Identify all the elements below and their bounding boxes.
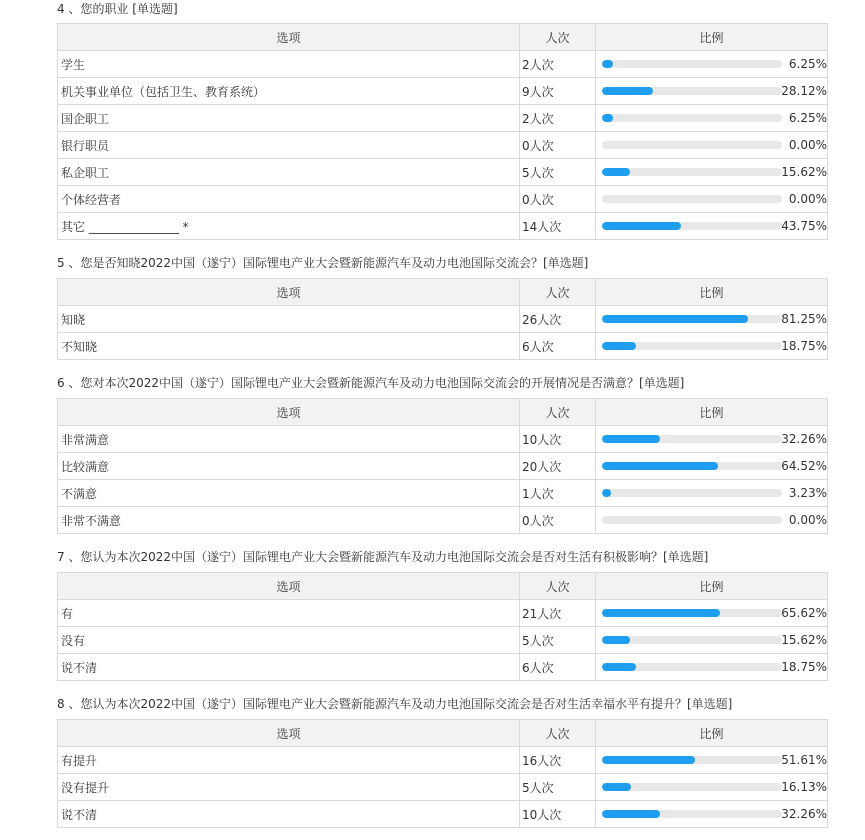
progress-bar-fill [602,114,613,122]
progress-bar-track [602,462,782,470]
result-table [57,398,828,534]
option-label: 国企职工 [58,105,520,132]
progress-bar-track [602,342,782,350]
count-value: 6人次 [520,333,596,360]
table-row [58,480,828,507]
option-label: 知晓 [58,306,520,333]
progress-bar-fill [602,810,660,818]
progress-bar-track [602,609,782,617]
question-title: 7 、您认为本次2022中国（遂宁）国际锂电产业大会暨新能源汽车及动力电池国际交流会是否对生活有积极影响？[单选题] [57,550,709,564]
percent-value: 0.00% [788,513,827,527]
table-row [58,774,828,801]
header-count: 人次 [520,720,596,747]
count-value: 10人次 [520,801,596,828]
ratio-cell [596,333,828,360]
option-label: 比较满意 [58,453,520,480]
count-value: 21人次 [520,600,596,627]
ratio-cell [596,654,828,681]
option-label: 非常满意 [58,426,520,453]
table-row [58,747,828,774]
table-row [58,132,828,159]
option-label: 银行职员 [58,132,520,159]
count-value: 5人次 [520,627,596,654]
ratio-cell [596,480,828,507]
percent-value: 18.75% [781,339,827,353]
progress-bar-fill [602,315,748,323]
ratio-cell [596,426,828,453]
count-value: 0人次 [520,186,596,213]
progress-bar-fill [602,87,653,95]
option-label: 不满意 [58,480,520,507]
percent-value: 28.12% [781,84,827,98]
progress-bar-fill [602,783,631,791]
progress-bar-fill [602,609,720,617]
count-value: 26人次 [520,306,596,333]
progress-bar-track [602,756,782,764]
percent-value: 32.26% [781,432,827,446]
percent-value: 43.75% [781,219,827,233]
progress-bar-track [602,114,782,122]
table-row [58,51,828,78]
question-title: 8 、您认为本次2022中国（遂宁）国际锂电产业大会暨新能源汽车及动力电池国际交流会是否对生活幸福水平有提升？[单选题] [57,697,733,711]
table-row [58,213,828,240]
progress-bar-track [602,195,782,203]
percent-value: 18.75% [781,660,827,674]
ratio-cell [596,51,828,78]
table-row [58,105,828,132]
count-value: 0人次 [520,507,596,534]
table-header-row [58,573,828,600]
option-label: 没有提升 [58,774,520,801]
table-row [58,801,828,828]
table-row [58,78,828,105]
ratio-cell [596,600,828,627]
table-row [58,600,828,627]
table-row [58,159,828,186]
progress-bar-fill [602,663,636,671]
option-label: 个体经营者 [58,186,520,213]
ratio-cell [596,774,828,801]
header-ratio: 比例 [596,720,828,747]
header-count: 人次 [520,573,596,600]
percent-value: 51.61% [781,753,827,767]
ratio-cell [596,159,828,186]
percent-value: 81.25% [781,312,827,326]
count-value: 0人次 [520,132,596,159]
count-value: 2人次 [520,105,596,132]
table-row [58,426,828,453]
table-row [58,654,828,681]
header-option: 选项 [58,24,520,51]
table-header-row [58,24,828,51]
option-label: 机关事业单位（包括卫生、教育系统） [58,78,520,105]
header-option: 选项 [58,573,520,600]
percent-value: 6.25% [788,111,827,125]
header-count: 人次 [520,279,596,306]
option-label: 私企职工 [58,159,520,186]
percent-value: 15.62% [781,165,827,179]
count-value: 5人次 [520,774,596,801]
header-ratio: 比例 [596,573,828,600]
progress-bar-track [602,516,782,524]
question-title: 4 、您的职业 [单选题] [57,2,178,16]
progress-bar-track [602,489,782,497]
table-row [58,186,828,213]
percent-value: 65.62% [781,606,827,620]
progress-bar-fill [602,222,681,230]
progress-bar-track [602,60,782,68]
table-row [58,306,828,333]
option-label: 有提升 [58,747,520,774]
count-value: 6人次 [520,654,596,681]
result-table [57,719,828,828]
percent-value: 0.00% [788,138,827,152]
progress-bar-fill [602,756,695,764]
progress-bar-track [602,168,782,176]
option-label: 其它 _______________ * [58,213,520,240]
progress-bar-fill [602,489,611,497]
table-header-row [58,720,828,747]
header-count: 人次 [520,399,596,426]
option-label: 说不清 [58,801,520,828]
table-row [58,333,828,360]
header-option: 选项 [58,279,520,306]
option-label: 没有 [58,627,520,654]
result-table [57,23,828,240]
count-value: 16人次 [520,747,596,774]
count-value: 10人次 [520,426,596,453]
option-label: 非常不满意 [58,507,520,534]
header-ratio: 比例 [596,24,828,51]
percent-value: 16.13% [781,780,827,794]
question-title: 5 、您是否知晓2022中国（遂宁）国际锂电产业大会暨新能源汽车及动力电池国际交流会？[单选题] [57,256,589,270]
option-label: 学生 [58,51,520,78]
ratio-cell [596,747,828,774]
count-value: 1人次 [520,480,596,507]
ratio-cell [596,78,828,105]
count-value: 5人次 [520,159,596,186]
progress-bar-track [602,222,782,230]
header-option: 选项 [58,399,520,426]
table-header-row [58,399,828,426]
ratio-cell [596,627,828,654]
progress-bar-fill [602,342,636,350]
percent-value: 15.62% [781,633,827,647]
ratio-cell [596,213,828,240]
percent-value: 3.23% [788,486,827,500]
progress-bar-track [602,663,782,671]
header-ratio: 比例 [596,399,828,426]
option-label: 有 [58,600,520,627]
progress-bar-fill [602,435,660,443]
result-table [57,572,828,681]
ratio-cell [596,801,828,828]
ratio-cell [596,453,828,480]
count-value: 9人次 [520,78,596,105]
progress-bar-track [602,141,782,149]
table-header-row [58,279,828,306]
result-table [57,278,828,360]
header-ratio: 比例 [596,279,828,306]
progress-bar-fill [602,168,630,176]
progress-bar-track [602,810,782,818]
progress-bar-fill [602,60,613,68]
option-label: 不知晓 [58,333,520,360]
progress-bar-track [602,435,782,443]
progress-bar-track [602,636,782,644]
header-count: 人次 [520,24,596,51]
progress-bar-track [602,87,782,95]
progress-bar-track [602,315,782,323]
ratio-cell [596,306,828,333]
ratio-cell [596,105,828,132]
table-row [58,627,828,654]
ratio-cell [596,186,828,213]
count-value: 14人次 [520,213,596,240]
option-label: 说不清 [58,654,520,681]
ratio-cell [596,132,828,159]
progress-bar-fill [602,636,630,644]
progress-bar-fill [602,462,718,470]
percent-value: 32.26% [781,807,827,821]
percent-value: 0.00% [788,192,827,206]
count-value: 2人次 [520,51,596,78]
percent-value: 64.52% [781,459,827,473]
question-title: 6 、您对本次2022中国（遂宁）国际锂电产业大会暨新能源汽车及动力电池国际交流会的开展情况是否满意？[单选题] [57,376,685,390]
percent-value: 6.25% [788,57,827,71]
table-row [58,507,828,534]
ratio-cell [596,507,828,534]
table-row [58,453,828,480]
header-option: 选项 [58,720,520,747]
count-value: 20人次 [520,453,596,480]
progress-bar-track [602,783,782,791]
